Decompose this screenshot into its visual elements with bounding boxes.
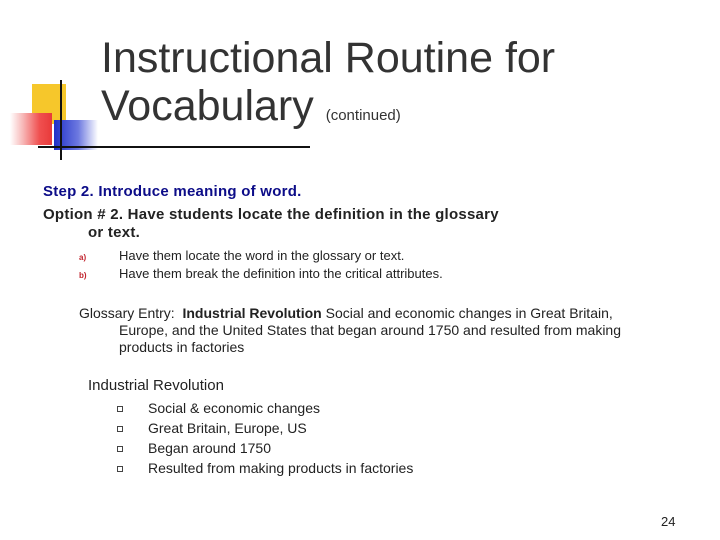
bullet-text: Began around 1750: [148, 440, 271, 456]
title-suffix: (continued): [325, 107, 401, 124]
square-bullet-icon: [117, 406, 123, 412]
sub-item-marker: a): [79, 253, 87, 262]
topic-heading: Industrial Revolution: [88, 377, 224, 394]
option-text: [43, 206, 583, 242]
sub-item-text: Have them locate the word in the glossary or text.: [119, 248, 405, 263]
step-heading: Step 2. Introduce meaning of word.: [43, 183, 302, 200]
option-line-2: or text.: [88, 224, 141, 241]
logo-red-bar: [10, 113, 52, 145]
title-underline: [38, 146, 310, 148]
bullet-text: Social & economic changes: [148, 400, 320, 416]
sub-item-marker: b): [79, 271, 87, 280]
bullet-text: Great Britain, Europe, US: [148, 420, 307, 436]
glossary-entry: [79, 305, 679, 356]
glossary-definition-2: Europe, and the United States that began around 1750 and resulted from making: [119, 322, 622, 338]
glossary-definition-1: Social and economic changes in Great Britain,: [325, 305, 613, 321]
glossary-label: Glossary Entry:: [79, 305, 175, 321]
square-bullet-icon: [117, 426, 123, 432]
option-line-1: Option # 2. Have students locate the definition in the glossary: [43, 206, 499, 223]
square-bullet-icon: [117, 466, 123, 472]
slide-title: [101, 34, 555, 140]
title-word: Vocabulary: [101, 82, 314, 130]
page-number: 24: [661, 514, 676, 529]
title-line-1: Instructional Routine for: [101, 34, 556, 82]
glossary-definition-3: products in factories: [119, 339, 245, 355]
bullet-text: Resulted from making products in factories: [148, 460, 414, 476]
sub-item-a: [79, 247, 405, 267]
glossary-term: Industrial Revolution: [182, 305, 322, 321]
sub-item-b: [79, 265, 443, 285]
title-line-2: [101, 82, 555, 140]
square-bullet-icon: [117, 446, 123, 452]
logo-vertical-line: [60, 80, 62, 160]
sub-item-text: Have them break the definition into the critical attributes.: [119, 266, 443, 281]
